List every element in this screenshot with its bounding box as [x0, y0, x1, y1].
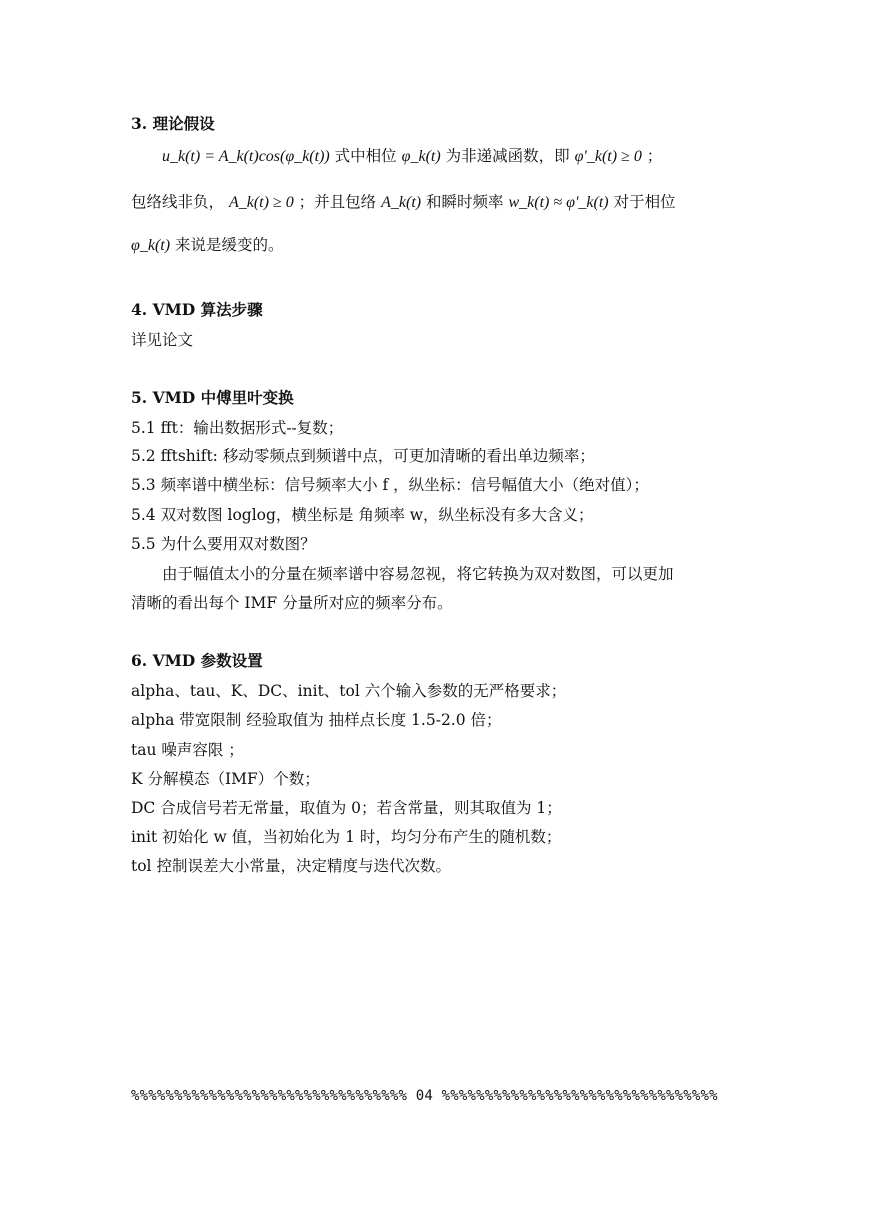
text: 对于相位: [613, 193, 676, 211]
formula-envelope: A_k(t): [381, 194, 422, 211]
section3-line1: [162, 146, 662, 167]
section6-item: alpha、tau、K、DC、init、tol 六个输入参数的无严格要求；: [131, 682, 567, 700]
section6-heading: 6. VMD 参数设置: [131, 651, 263, 670]
section5-item: 5.3 频率谱中横坐标：信号频率大小 f ，纵坐标：信号幅值大小（绝对值）；: [131, 476, 649, 494]
section4-body: 详见论文: [131, 331, 194, 349]
section6-item: tau 噪声容限 ；: [131, 741, 244, 759]
formula-envelope-nonneg: A_k(t) ≥ 0: [228, 194, 294, 211]
formula-phase: φ_k(t): [401, 148, 441, 165]
text: ；: [646, 147, 663, 165]
text: ；并且包络: [298, 193, 377, 211]
section6-item: DC 合成信号若无常量，取值为 0；若含常量，则其取值为 1；: [131, 799, 562, 817]
section5-item: 5.4 双对数图 loglog，横坐标是 角频率 w，纵坐标没有多大含义；: [131, 506, 594, 524]
text: 来说是缓变的。: [175, 236, 284, 254]
formula-phase: φ_k(t): [131, 237, 171, 254]
footer-left-ornament: %%%%%%%%%%%%%%%%%%%%%%%%%%%%%%%%: [131, 1088, 408, 1104]
section6-item: tol 控制误差大小常量，决定精度与迭代次数。: [131, 857, 451, 875]
formula-instant-freq: w_k(t) ≈ φ'_k(t): [508, 194, 609, 211]
page-number: 04: [415, 1088, 434, 1104]
section5-item: 5.5 为什么要用双对数图？: [131, 535, 316, 553]
section5-paragraph-line1: 由于幅值太小的分量在频率谱中容易忽视，将它转换为双对数图，可以更加: [162, 565, 674, 583]
section6-item: K 分解模态（IMF）个数；: [131, 770, 320, 788]
section3-line3: [131, 235, 284, 256]
section5-heading: 5. VMD 中傅里叶变换: [131, 388, 294, 407]
section6-item: alpha 带宽限制 经验取值为 抽样点长度 1.5-2.0 倍；: [131, 711, 502, 729]
section5-item: 5.2 fftshift: 移动零频点到频谱中点，可更加清晰的看出单边频率；: [131, 447, 595, 465]
formula-uk: u_k(t) = A_k(t)cos(φ_k(t)): [162, 148, 330, 165]
formula-phase-derivative: φ'_k(t) ≥ 0: [574, 148, 642, 165]
section5-paragraph-line2: 清晰的看出每个 IMF 分量所对应的频率分布。: [131, 594, 453, 612]
text: 为非递减函数，即: [445, 147, 570, 165]
page-footer: [131, 1088, 737, 1104]
section3-heading: 3. 理论假设: [131, 114, 215, 133]
text: 包络线非负，: [131, 193, 225, 211]
section5-item: 5.1 fft：输出数据形式--复数；: [131, 419, 344, 437]
section3-line2: [131, 192, 676, 213]
text: 和瞬时频率: [426, 193, 504, 211]
section4-heading: 4. VMD 算法步骤: [131, 300, 263, 319]
section6-item: init 初始化 w 值，当初始化为 1 时，均匀分布产生的随机数；: [131, 828, 562, 846]
text: 式中相位: [334, 147, 397, 165]
footer-right-ornament: %%%%%%%%%%%%%%%%%%%%%%%%%%%%%%%%: [441, 1088, 718, 1104]
